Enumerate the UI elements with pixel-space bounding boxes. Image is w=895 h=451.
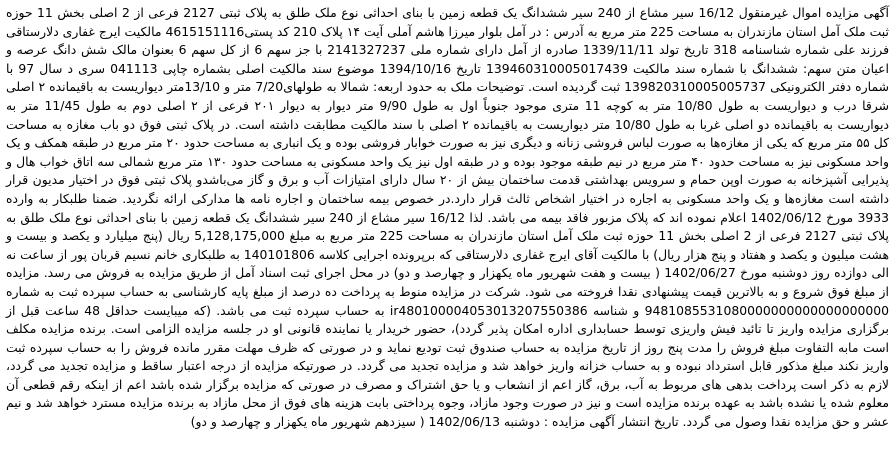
auction-notice-text: آگهی مزایده اموال غیرمنقول 16/12 سیر مشاع از 240 سیر ششدانگ یک قطعه زمین با بنای احداثی نوع ملک طلق به پلاک ثبتی 2127 فرعی از 2 اصلی بخش 11 حوزه ثبت ملک آمل استان مازندران به مساحت 225 متر مربع به آدرس : در آمل بلوار میرزا هاشم آملی آیت ۱۴ پلاک 210 کد پستی4615151116 مالکیت ایرج غفاری دلارستاقی فرزند علی شماره شناسنامه 318 تاریخ تولد 1339/11/11 صادره از آمل دارای شماره ملی 2141327237 با جز سهم 6 از کل سهم 6 بعنوان مالک شش دانگ عرصه و اعیان متن سهم: ششدانگ با شماره سند مالکیت 139460310005017439 تاریخ 1394/10/16 موضوع سند مالکیت اصلی بشماره چاپی 041113 سری د سال 97 با شماره دفتر الکترونیکی 139820310005005737 ثبت گردیده است. توضیحات ملک به حدود اربعه: شمالا به طولهای7/20 متر و 13/10متر دیواریست به باقیمانده ۲ اصلی شرقا درب و دیواریست به طول 10/80 متر به کوچه 11 متری موجود جنوباً اول به طول 9/90 متر دیوار به دیوار ۲۰۱ فرعی از ۲ اصلی دوم به طول 11/45 متر به دیواریست به باقیمانده دو اصلی غربا به طول 10/80 متر دیواریست به باقیمانده ۲ اصلی با سند مالکیت مطابقت داشته است. در پلاک ثبتی فوق دو باب مغازه به مساحت کل ۵۵ متر مربع که یکی از مغازه‌ها به صورت لباس فروشی زنانه و دیگری نیز به صورت خوابار فروشی بوده و یک انباری به مساحت حدود ۲۰ متر مربع در طبقه همکف و یک واحد مسکونی نیز به مساحت حدود ۴۰ متر مربع در نیم طبقه موجود بوده و در طبقه اول نیز یک واحد مسکونی به مساحت حدود ۱۳۰ متر مربع شمالی سه اتاق خواب هال و پذیرایی آشپزخانه به صورت اوپن حمام و سرویس بهداشتی قدمت ساختمان بیش از ۲۰ سال دارای امتیازات آب و برق و گاز می‌باشدو پلاک ثبتی فوق در اختیار مدیون قرار داشته است مغازه‌ها و یک واحد مسکونی به اجاره در اختیار اشخاص ثالث قرار دارد.در خصوص بیمه ساختمان و اجاره نامه ها مدارکی ارائه نگردید. ضمنا طلبکار به وارده 3933 مورخ 1402/06/12 اعلام نموده اند که پلاک مزبور فاقد بیمه می باشد. لذا 16/12 سیر مشاع از 240 سیر ششدانگ یک قطعه زمین با بنای احداثی نوع ملک طلق به پلاک ثبتی 2127 فرعی از 2 اصلی بخش 11 حوزه ثبت ملک آمل استان مازندران به مساحت 225 متر مربع به مبلغ 5,128,175,000 ریال (پنج میلیارد و یکصد و بیست و هشت میلیون و یکصد و هفتاد و پنج هزار ریال) با مالکیت آقای ایرج غفاری دلارستاقی که برپرونده اجرایی کلاسه 140101806 به طلبکاری خانم نسیم قربان پور از ساعت نه الی دوازده روز دوشنبه مورخ 1402/06/27 ( بیست و هفت شهریور ماه یکهزار و چهارصد و دو) در محل اجرای ثبت اسناد آمل از طریق مزایده به فروش می رسد. مزایده از مبلغ فوق شروع و به بالاترین قیمت پیشنهادی نقدا فروخته می شود. شرکت در مزایده منوط به پرداخت ده درصد از مبلغ پایه کارشناسی به حساب سپرده ثبت به شماره 9481085531080000000000000000000 و شناسه ir480100004053013207550386 به حساب سپرده ثبت می باشد. (که میبایست حداقل 48 ساعت قبل از برگزاری مزایده واریز تا تائید فیش واریزی توسط حسابداری اداره امکان پذیر گردد)، حضور خریدار یا نماینده قانونی او در جلسه مزایده الزامی است. برنده مزایده مکلف است مابه التفاوت مبلغ فروش را مدت پنج روز از تاریخ مزایده به حساب صندوق ثبت تودیع نماید و در صورتی که ظرف مهلت مقرر مانده فروش را به حساب سپرده ثبت واریز نکند مبلغ مذکور قابل استرداد نبوده و به حساب خزانه واریز خواهد شد و مزایده تجدید می گردد. در صورتیکه مزایده از درجه اعتبار ساقط و مزایده تجدید می گردد، لازم به ذکر است پرداخت بدهی های مربوط به آب، برق، گاز اعم از انشعاب و یا حق اشتراک و مصرف در صورتی که مزایده برگزار شده باشد اعم از اینکه رقم قطعی آن معلوم شده یا نشده باشد به عهده برنده مزایده است و نیز در صورت وجود مازاد، وجوه پرداختی بابت هزینه های فوق از محل مازاد به برنده مزایده مسترد خواهد شد و نیم عشر و حق مزایده نقدا وصول می گردد. تاریخ انتشار آگهی مزایده : دوشنبه 1402/06/13 ( سیزدهم شهریور ماه یکهزار و چهارصد و دو) xyxy=(6,5,890,430)
